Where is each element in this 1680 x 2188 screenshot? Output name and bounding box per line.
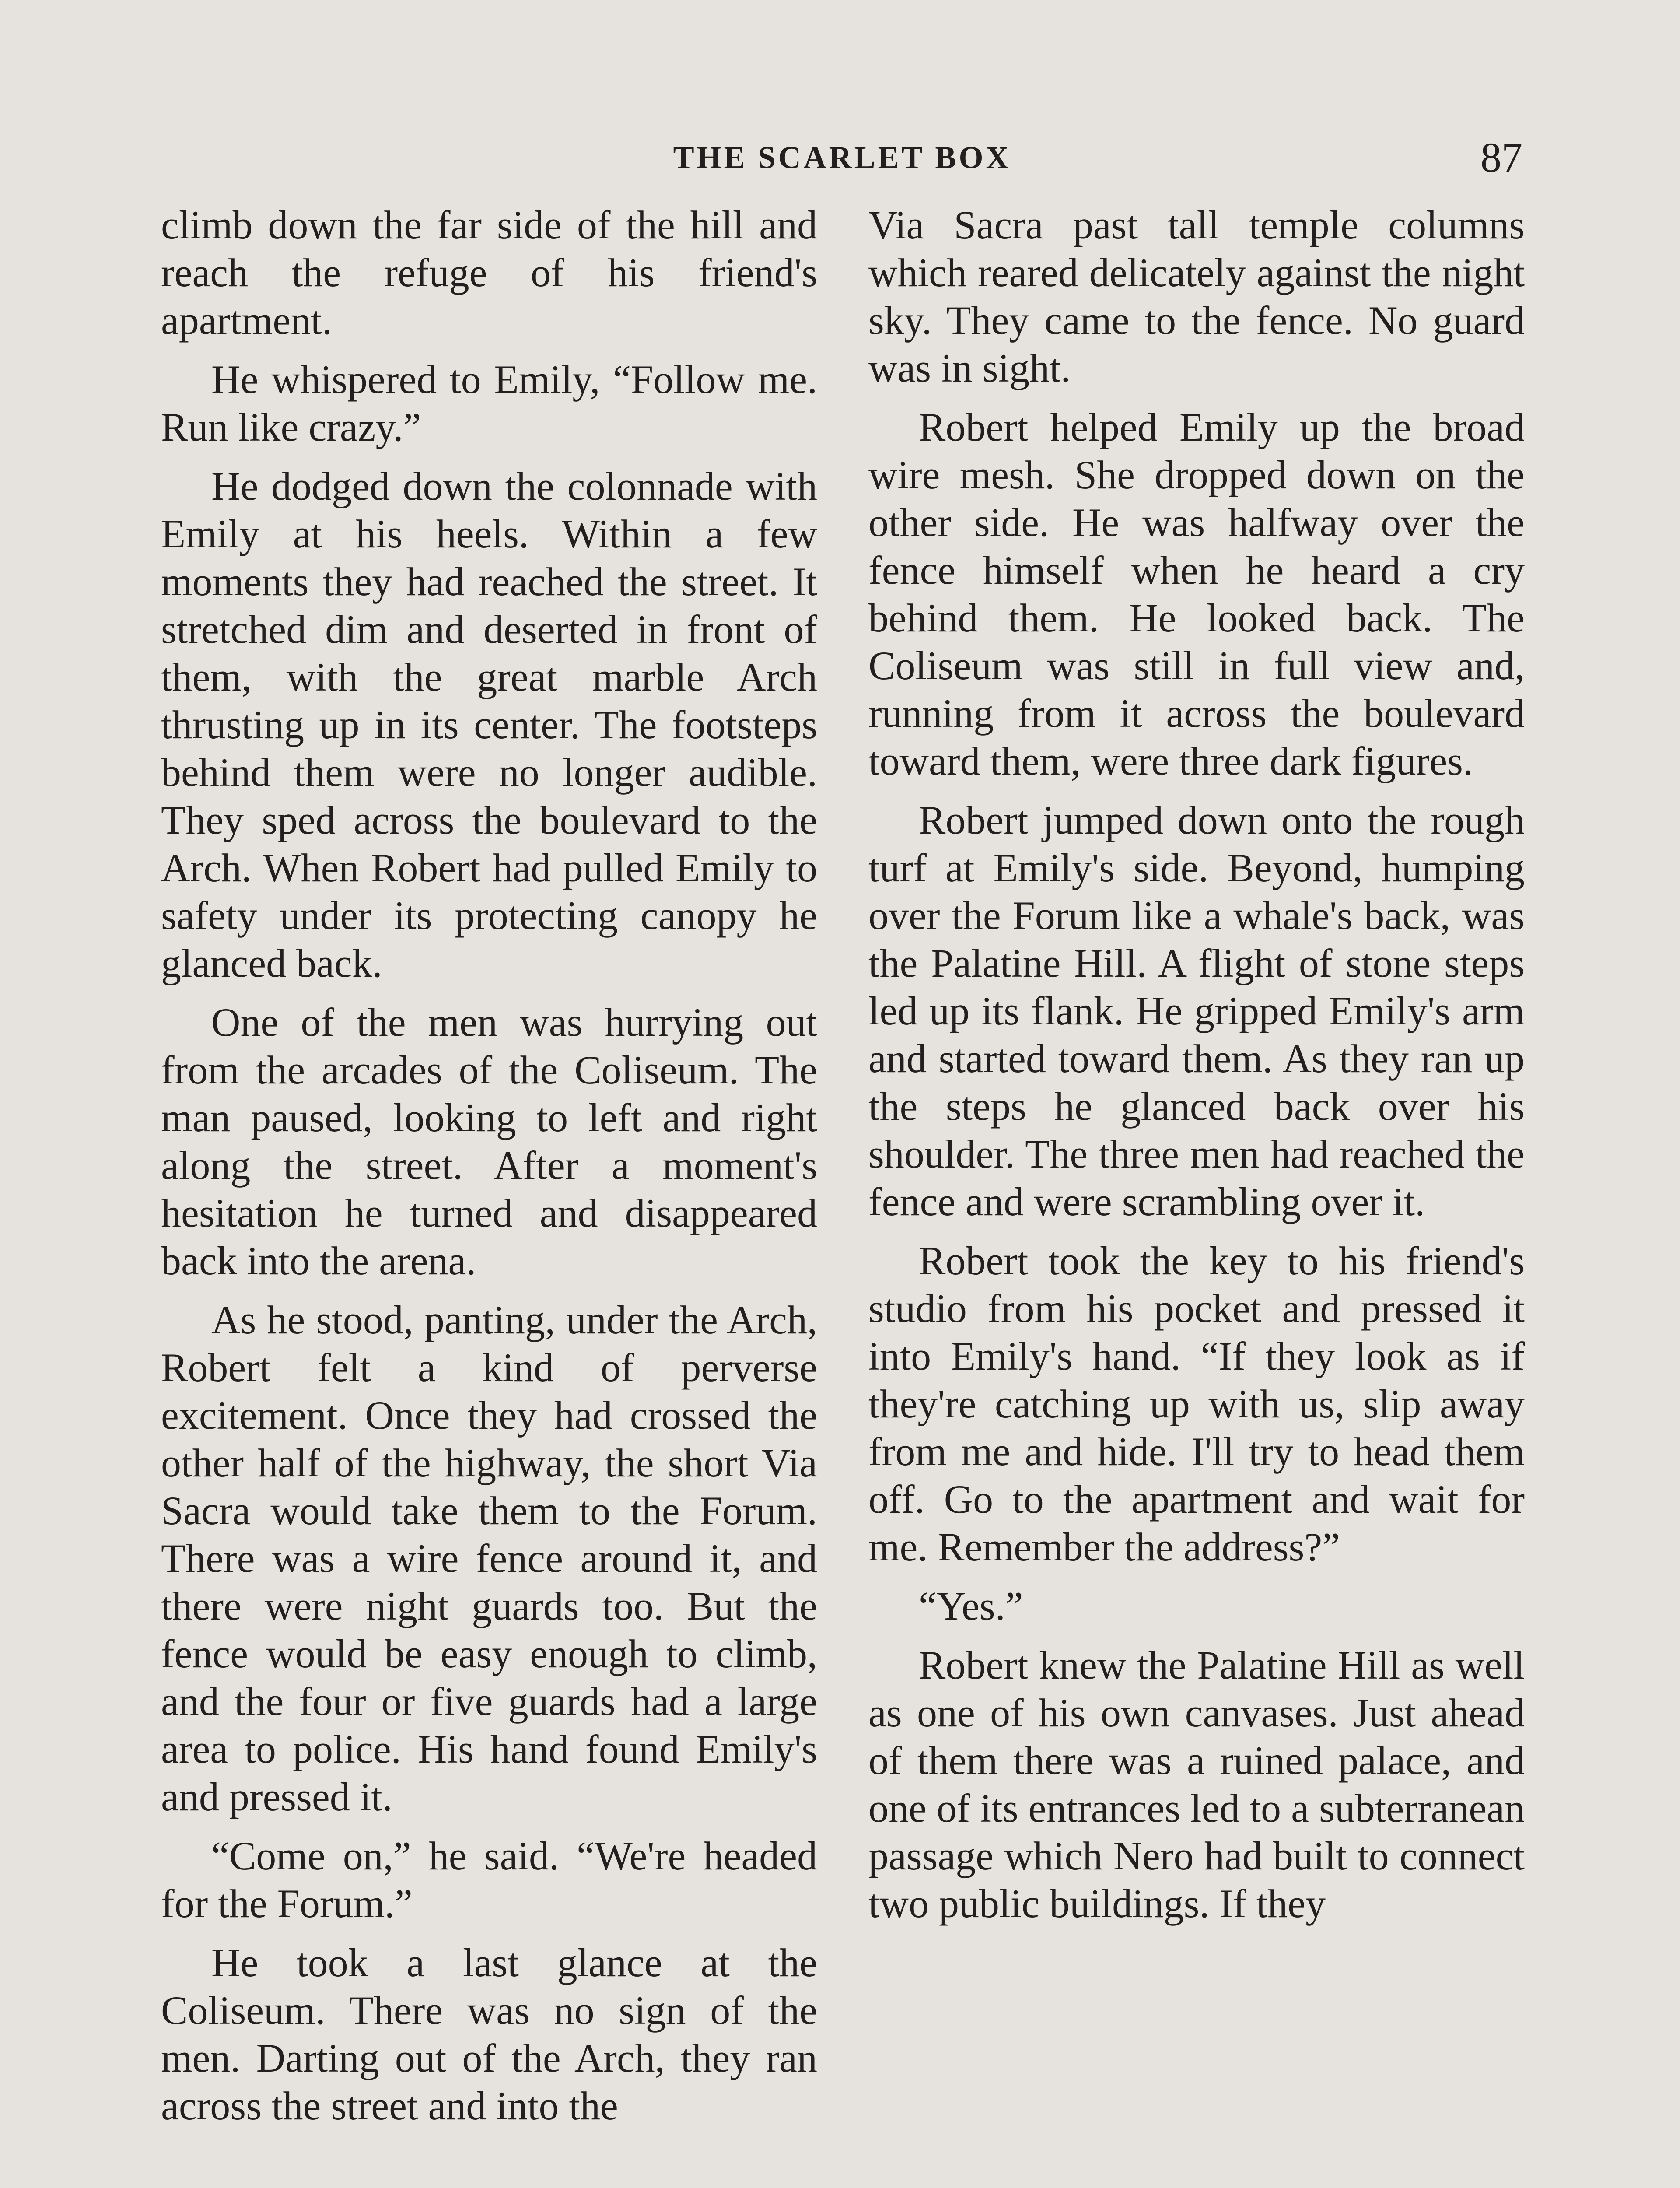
paragraph: As he stood, panting, under the Arch, Robert felt a kind of perverse excitement. Once they had crossed the other half of the highway, the short Via Sacra would take them to the Forum. There was a wire fence around it, and there were night guards too. But the fence would be easy enough to climb, and the four or five guards had a large area to police. His hand found Emily's and pressed it. — [161, 1297, 817, 1819]
paragraph: Robert helped Emily up the broad wire mesh. She dropped down on the other side. He was halfway over the fence himself when he heard a cry behind them. He looked back. The Coliseum was still in full view and, running from it across the boulevard toward them, were three dark figures. — [868, 405, 1525, 783]
paragraph: Robert took the key to his friend's studio from his pocket and pressed it into Emily's hand. “If they look as if they're catching up with us, slip away from me and hide. I'll try to head them off. Go to the apartment and wait for me. Remember the address?” — [868, 1238, 1525, 1569]
paragraph: climb down the far side of the hill and reach the refuge of his friend's apartment. — [161, 203, 817, 343]
paragraph: He dodged down the colonnade with Emily at his heels. Within a few moments they had reached the street. It stretched dim and deserted in front of them, with the great marble Arch thrusting up in its center. The footsteps behind them were no longer audible. They sped across the boulevard to the Arch. When Robert had pulled Emily to safety under its protecting canopy he glanced back. — [161, 464, 817, 985]
paragraph: “Come on,” he said. “We're headed for the Forum.” — [161, 1834, 817, 1926]
right-column — [868, 201, 1525, 1939]
page-number: 87 — [1480, 134, 1522, 181]
paragraph: “Yes.” — [919, 1584, 1023, 1628]
paragraph: He took a last glance at the Coliseum. There was no sign of the men. Darting out of the Arch, they ran across the street and into the — [161, 1940, 817, 2128]
paragraph: Robert knew the Palatine Hill as well as one of his own canvases. Just ahead of them there was a ruined palace, and one of its entrances led to a subterranean passage which Nero had built to connect two public buildings. If they — [868, 1643, 1525, 1926]
running-head — [162, 131, 1522, 184]
left-column — [161, 201, 817, 2141]
paragraph: Robert jumped down onto the rough turf at Emily's side. Beyond, humping over the Forum like a whale's back, was the Palatine Hill. A flight of stone steps led up its flank. He gripped Emily's arm and started toward them. As they ran up the steps he glanced back over his shoulder. The three men had reached the fence and were scrambling over it. — [868, 798, 1525, 1224]
paragraph: One of the men was hurrying out from the arcades of the Coliseum. The man paused, looking to left and right along the street. After a moment's hesitation he turned and disappeared back into the arena. — [161, 1000, 817, 1283]
running-title: THE SCARLET BOX — [673, 140, 1012, 175]
paragraph: He whispered to Emily, “Follow me. Run like crazy.” — [161, 357, 817, 449]
paragraph: Via Sacra past tall temple columns which reared delicately against the night sky. They came to the fence. No guard was in sight. — [868, 203, 1525, 390]
